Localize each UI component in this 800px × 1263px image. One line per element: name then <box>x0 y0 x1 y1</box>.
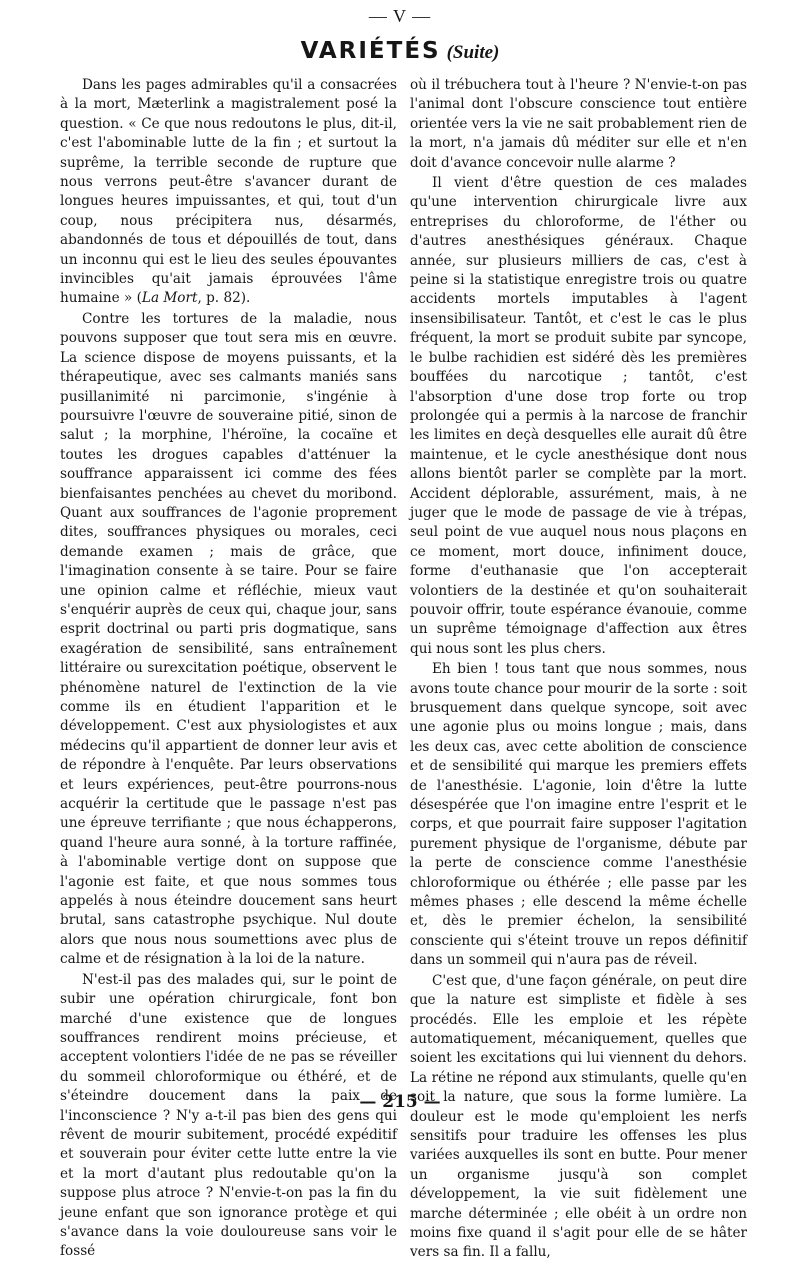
paragraph-text: Dans les pages admirables qu'il a consacrées à la mort, Mæterlink a magistralement posé la question. « Ce que nous redoutons le plus, dit-il, c'est l'abominable lutte de la fin ; et surtout la suprême, la terrible seconde de rupture que nous verrons peut-être s'avancer durant de longues heures impuissantes, et qui, tout d'un coup, nous précipitera nus, désarmés, abandonnés de tous et dépouillés de tout, dans un inconnu qui est le lieu des seules épouvantes invincibles qu'ait jamais éprouvées l'âme humaine » ( <box>60 77 397 307</box>
paragraph: Contre les tortures de la maladie, nous pouvons supposer que tout sera mis en œuvre. La science dispose de moyens puissants, et la thérapeutique, avec ses calmants maniés sans pusillanimité ni parcimonie, s'ingénie à poursuivre l'œuvre de souveraine pitié, sinon de salut ; la morphine, l'héroïne, la cocaïne et toutes les drogues capables d'atténuer la souffrance apparaissent ici comme des fées bienfaisantes penchées au chevet du moribond. Quant aux souffrances de l'agonie proprement dites, souffrances physiques ou morales, ceci demande examen ; mais de grâce, que l'imagination consente à se taire. Pour se faire une opinion calme et réfléchie, mieux vaut s'enquérir auprès de ceux qui, chaque jour, sans esprit doctrinal ou parti pris dogmatique, sans exagération de sensibilité, sans entraînement littéraire ou surexcitation poétique, observent le phénomène naturel de l'extinction de la vie comme ils en étudient l'apparition et le développement. C'est aux physiologistes et aux médecins qu'il appartient de donner leur avis et de répondre à l'enquête. Par leurs observations et leurs expériences, peut-être pourrons-nous acquérir la certitude que le passage n'est pas une épreuve terrifiante ; que nous échapperons, quand l'heure aura sonné, à la torture raffinée, à l'abominable vertige dont on suppose que l'agonie est faite, et que nous sommes tous appelés à nous éteindre doucement sans heurt brutal, sans catastrophe psychique. Nul doute alors que nous nous soumettions avec plus de calme et de résignation à la loi de la nature. <box>60 310 397 968</box>
section-title <box>0 38 800 64</box>
citation-end: , p. 82). <box>197 290 251 307</box>
paragraph <box>60 76 397 309</box>
citation-title: La Mort <box>141 290 198 307</box>
right-column <box>410 76 747 1263</box>
paragraph: Eh bien ! tous tant que nous sommes, nous avons toute chance pour mourir de la sorte : soit brusquement dans quelque syncope, soit avec une agonie plus ou moins longue ; mais, dans les deux cas, avec cette abolition de conscience et de sensibilité qui marque les premiers effets de l'anesthésie. L'agonie, loin d'être la lutte désespérée que l'on imagine entre l'esprit et le corps, et que pourrait faire supposer l'agitation purement physique de l'organisme, débute par la perte de conscience comme l'anesthésie chloroformique ou éthérée ; elle passe par les mêmes phases ; elle descend la même échelle et, dès le premier échelon, la sensibilité consciente qui s'éteint trouve un repos définitif dans un sommeil qui n'aura pas de réveil. <box>410 661 747 969</box>
paragraph: C'est que, d'une façon générale, on peut dire que la nature est simpliste et fidèle à ses procédés. Elle les emploie et les répète automatiquement, mécaniquement, quelles que soient les excitations qui lui viennent du dehors. La rétine ne répond aux stimulants, quelle qu'en soit la nature, que sous la forme lumière. La douleur est le mode qu'emploient les nerfs sensitifs pour traduire les offenses les plus variées auxquelles ils sont en butte. Pour mener un organisme jusqu'à son complet développement, la vie suit fidèlement une marche déterminée ; elle obéit à un ordre non moins fixe quand il s'agit pour elle de se hâter vers sa fin. Il a fallu, <box>410 972 747 1261</box>
left-column <box>60 76 397 1262</box>
section-title-text: VARIÉTÉS <box>300 38 441 64</box>
paragraph-continued: où il trébuchera tout à l'heure ? N'envie-t-on pas l'animal dont l'obscure conscience tout entière orientée vers la vie ne sait probablement rien de la mort, n'a jamais dû méditer sur elle et n'en doit d'avance concevoir nulle alarme ? <box>410 77 747 171</box>
page-number: — 215 — <box>359 1092 441 1112</box>
paragraph: N'est-il pas des malades qui, sur le point de subir une opération chirurgicale, font bon marché d'une existence que de longues souffrances rendirent moins précieuse, et acceptent volontiers l'idée de ne pas se réveiller du sommeil chloroformique ou éthéré, et de s'éteindre doucement dans la paix de l'inconscience ? N'y a-t-il pas bien des gens qui rêvent de mourir subitement, procédé expéditif et souverain pour éviter cette lutte entre la vie et la mort d'autant plus redoutable qu'on la suppose plus atroce ? N'envie-t-on pas la fin du jeune enfant que son ignorance protège et qui s'avance dans la voie douloureuse sans voir le fossé <box>60 971 397 1260</box>
paragraph: Il vient d'être question de ces malades qu'une intervention chirurgicale livre aux entreprises du chloroforme, de l'éther ou d'autres anesthésiques généraux. Chaque année, sur plusieurs milliers de cas, c'est à peine si la statistique enregistre trois ou quatre accidents mortels imputables à l'agent insensibilisateur. Tantôt, et c'est le cas le plus fréquent, la mort se produit subite par syncope, le bulbe rachidien est sidéré dès les premières bouffées du narcotique ; tantôt, c'est l'absorption d'une dose trop forte ou trop prolongée qui a permis à la narcose de franchir les limites en deçà desquelles elle aurait dû être maintenue, et le cycle anesthésique dont nous allons bientôt parler se complète par la mort. Accident déplorable, assurément, mais, à ne juger que le mode de passage de vie à trépas, seul point de vue auquel nous nous plaçons en ce moment, mort douce, infiniment douce, forme d'euthanasie que l'on accepterait volontiers de la destinée et qu'on souhaiterait pouvoir offrir, toute espérance évanouie, comme un suprême témoignage d'affection aux êtres qui nous sont les plus chers. <box>410 175 747 657</box>
page-marker: — V — <box>368 6 432 26</box>
section-subtitle: (Suite) <box>446 42 500 63</box>
